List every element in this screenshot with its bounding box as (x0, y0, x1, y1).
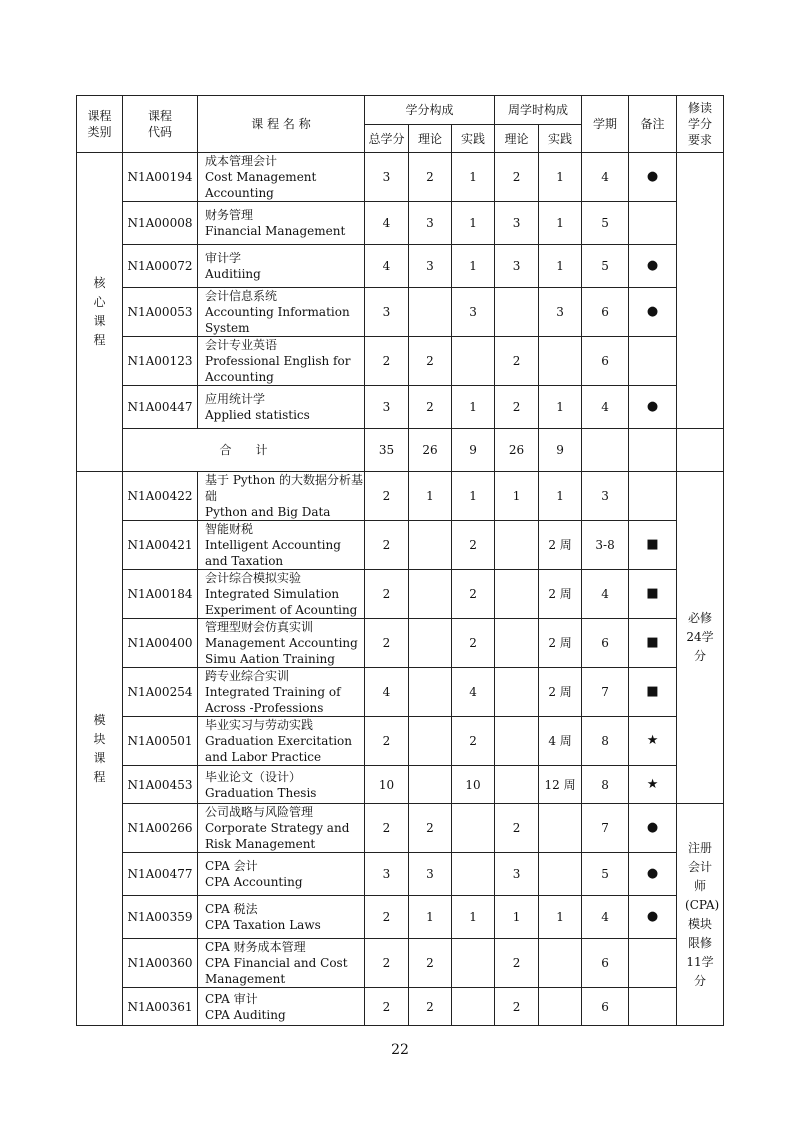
course-name-cell (198, 472, 365, 521)
header-total-credits: 总学分 (365, 125, 409, 153)
course-name-cn: CPA 会计 (205, 859, 258, 873)
cell-semester: 5 (582, 853, 629, 896)
cell-practice-h (539, 939, 582, 988)
table-row (77, 337, 724, 386)
cell-practice: 4 (452, 668, 495, 717)
table-row (77, 853, 724, 896)
header-semester: 学期 (582, 96, 629, 153)
cell-semester: 8 (582, 717, 629, 766)
cell-theory-h: 2 (495, 988, 539, 1026)
course-name-cn: 会计信息系统 (205, 289, 278, 303)
remark-symbol: ● (629, 288, 677, 337)
cell-practice-h (539, 853, 582, 896)
course-name-en: Python and Big Data (205, 505, 331, 519)
category-module (77, 472, 123, 1026)
subtotal-practice: 9 (452, 429, 495, 472)
cell-total: 2 (365, 804, 409, 853)
course-code: N1A00422 (123, 472, 198, 521)
cell-practice: 1 (452, 202, 495, 245)
cell-theory-h: 2 (495, 386, 539, 429)
curriculum-table (76, 95, 724, 1026)
course-name-en: CPA Auditing (205, 1007, 286, 1022)
cell-theory-h (495, 570, 539, 619)
cell-semester: 4 (582, 570, 629, 619)
course-code: N1A00072 (123, 245, 198, 288)
course-code: N1A00194 (123, 153, 198, 202)
course-name-en: Cost Management Accounting (205, 170, 317, 200)
course-name-en: Auditiing (205, 267, 261, 281)
cell-theory (409, 288, 452, 337)
remark-symbol: ★ (629, 717, 677, 766)
remark-symbol: ★ (629, 766, 677, 804)
cell-semester: 6 (582, 288, 629, 337)
requirement-core-empty (677, 153, 724, 429)
cell-semester: 3-8 (582, 521, 629, 570)
course-name-cn: 公司战略与风险管理 (205, 805, 314, 819)
cell-total: 3 (365, 288, 409, 337)
table-row (77, 202, 724, 245)
cell-total: 2 (365, 619, 409, 668)
table-row (77, 668, 724, 717)
cell-theory: 3 (409, 202, 452, 245)
cell-semester: 4 (582, 896, 629, 939)
course-name-cell (198, 804, 365, 853)
cell-practice: 10 (452, 766, 495, 804)
course-name-en: Management Accounting Simu Aation Training (205, 636, 358, 666)
cell-practice: 1 (452, 245, 495, 288)
course-name-cell (198, 521, 365, 570)
cell-practice: 2 (452, 570, 495, 619)
course-name-cn: 应用统计学 (205, 392, 266, 406)
cell-semester: 4 (582, 386, 629, 429)
subtotal-semester-empty (582, 429, 629, 472)
course-name-en: Integrated Training of Across -Professions (205, 685, 341, 715)
cell-semester: 7 (582, 804, 629, 853)
cell-practice-h: 2 周 (539, 521, 582, 570)
requirement-cpa (677, 804, 724, 1026)
course-code: N1A00477 (123, 853, 198, 896)
cell-practice: 2 (452, 521, 495, 570)
category-core (77, 153, 123, 472)
cell-theory-h (495, 288, 539, 337)
cell-practice (452, 988, 495, 1026)
cell-practice-h (539, 988, 582, 1026)
cell-theory-h (495, 717, 539, 766)
subtotal-row (77, 429, 724, 472)
course-name-cn: 智能财税 (205, 522, 254, 536)
subtotal-remark-empty (629, 429, 677, 472)
cell-practice-h: 3 (539, 288, 582, 337)
cell-practice: 2 (452, 717, 495, 766)
table-row (77, 288, 724, 337)
page-number: 22 (391, 1042, 409, 1058)
course-name-en: Intelligent Accounting and Taxation (205, 538, 341, 568)
remark-symbol (629, 988, 677, 1026)
course-name-cell (198, 153, 365, 202)
table-row (77, 939, 724, 988)
cell-theory: 2 (409, 939, 452, 988)
cell-theory-h (495, 766, 539, 804)
course-name-cn: 成本管理会计 (205, 154, 278, 168)
course-name-en: CPA Taxation Laws (205, 918, 321, 932)
cell-practice (452, 939, 495, 988)
subtotal-requirement-empty (677, 429, 724, 472)
course-name-cell (198, 988, 365, 1026)
course-name-cn: CPA 审计 (205, 991, 258, 1006)
cell-theory (409, 570, 452, 619)
course-code: N1A00421 (123, 521, 198, 570)
cell-practice (452, 337, 495, 386)
cell-total: 4 (365, 202, 409, 245)
cell-total: 4 (365, 245, 409, 288)
course-name-cn: 毕业实习与劳动实践 (205, 718, 314, 732)
table-row (77, 521, 724, 570)
cell-practice-h: 1 (539, 472, 582, 521)
cell-semester: 6 (582, 939, 629, 988)
cell-semester: 6 (582, 337, 629, 386)
cell-theory-h: 2 (495, 804, 539, 853)
course-name-cell (198, 337, 365, 386)
course-name-cell (198, 570, 365, 619)
cell-theory-h (495, 668, 539, 717)
cell-total: 2 (365, 939, 409, 988)
cell-semester: 4 (582, 153, 629, 202)
remark-symbol: ● (629, 896, 677, 939)
table-row (77, 717, 724, 766)
cell-semester: 5 (582, 245, 629, 288)
course-code: N1A00501 (123, 717, 198, 766)
cell-practice: 1 (452, 153, 495, 202)
table-row (77, 472, 724, 521)
cell-theory-h: 2 (495, 153, 539, 202)
course-code: N1A00361 (123, 988, 198, 1026)
course-name-cell (198, 202, 365, 245)
course-name-en: Applied statistics (205, 408, 310, 422)
table-row (77, 386, 724, 429)
remark-symbol: ● (629, 804, 677, 853)
remark-symbol: ● (629, 386, 677, 429)
subtotal-theory-h: 26 (495, 429, 539, 472)
header-remark: 备注 (629, 96, 677, 153)
cell-theory (409, 619, 452, 668)
table-row (77, 570, 724, 619)
subtotal-label: 合 计 (123, 429, 365, 472)
cell-total: 2 (365, 337, 409, 386)
table-row (77, 619, 724, 668)
course-name-cell (198, 619, 365, 668)
cell-practice-h (539, 804, 582, 853)
table-row (77, 766, 724, 804)
course-name-cell (198, 766, 365, 804)
course-name-cn: 审计学 (205, 251, 242, 265)
course-name-en: Professional English for Accounting (205, 354, 351, 384)
cell-theory: 3 (409, 853, 452, 896)
cell-practice (452, 853, 495, 896)
course-name-en: Integrated Simulation Experiment of Acounting (205, 587, 358, 617)
cell-practice (452, 804, 495, 853)
requirement-required-text: 必修24学分 (686, 611, 714, 663)
course-name-en: Corporate Strategy and Risk Management (205, 821, 350, 851)
cell-theory: 2 (409, 153, 452, 202)
table-body (77, 153, 724, 1026)
cell-practice-h (539, 337, 582, 386)
cell-practice: 1 (452, 472, 495, 521)
cell-theory-h: 3 (495, 853, 539, 896)
header-hours-group: 周学时构成 (495, 96, 582, 125)
cell-total: 2 (365, 717, 409, 766)
cell-semester: 6 (582, 988, 629, 1026)
header-credits-group: 学分构成 (365, 96, 495, 125)
course-name-cn: 财务管理 (205, 208, 254, 222)
cell-theory-h: 2 (495, 337, 539, 386)
cell-practice: 2 (452, 619, 495, 668)
cell-theory-h: 2 (495, 939, 539, 988)
cell-theory: 2 (409, 804, 452, 853)
cell-semester: 6 (582, 619, 629, 668)
cell-practice-h: 2 周 (539, 619, 582, 668)
cell-practice: 1 (452, 896, 495, 939)
cell-theory-h: 1 (495, 896, 539, 939)
header-theory: 理论 (409, 125, 452, 153)
course-name-cn: 管理型财会仿真实训 (205, 620, 314, 634)
course-code: N1A00447 (123, 386, 198, 429)
cell-theory-h (495, 521, 539, 570)
cell-total: 10 (365, 766, 409, 804)
cell-practice: 1 (452, 386, 495, 429)
course-name-cn: 会计专业英语 (205, 338, 278, 352)
cell-total: 3 (365, 153, 409, 202)
remark-symbol: ■ (629, 570, 677, 619)
course-code: N1A00053 (123, 288, 198, 337)
cell-total: 3 (365, 853, 409, 896)
remark-symbol: ● (629, 245, 677, 288)
cell-total: 2 (365, 521, 409, 570)
course-code: N1A00184 (123, 570, 198, 619)
course-name-cell (198, 245, 365, 288)
header-practice: 实践 (452, 125, 495, 153)
header-requirement: 修读学分要求 (677, 96, 724, 153)
course-name-en: Accounting Information System (205, 305, 350, 335)
cell-practice-h: 2 周 (539, 668, 582, 717)
requirement-cpa-text: 注册会计师(CPA)模块限修11学分 (685, 840, 720, 988)
course-name-en: CPA Financial and Cost Management (205, 956, 348, 986)
course-code: N1A00359 (123, 896, 198, 939)
cell-theory: 2 (409, 337, 452, 386)
course-name-cn: 跨专业综合实训 (205, 669, 290, 683)
cell-practice-h: 4 周 (539, 717, 582, 766)
cell-theory-h: 3 (495, 202, 539, 245)
cell-practice-h: 12 周 (539, 766, 582, 804)
course-name-cell (198, 288, 365, 337)
cell-theory (409, 766, 452, 804)
cell-theory (409, 521, 452, 570)
cell-total: 2 (365, 896, 409, 939)
course-code: N1A00360 (123, 939, 198, 988)
cell-total: 2 (365, 570, 409, 619)
header-practice-hours: 实践 (539, 125, 582, 153)
course-code: N1A00400 (123, 619, 198, 668)
remark-symbol: ■ (629, 668, 677, 717)
course-code: N1A00123 (123, 337, 198, 386)
cell-theory: 1 (409, 472, 452, 521)
header-category: 课程类别 (77, 96, 123, 153)
category-module-text: 模块课程 (93, 712, 106, 784)
cell-total: 4 (365, 668, 409, 717)
cell-semester: 7 (582, 668, 629, 717)
course-code: N1A00266 (123, 804, 198, 853)
cell-theory: 1 (409, 896, 452, 939)
remark-symbol (629, 472, 677, 521)
course-name-en: Graduation Thesis (205, 785, 317, 800)
cell-theory-h: 3 (495, 245, 539, 288)
course-name-cell (198, 668, 365, 717)
course-name-cell (198, 853, 365, 896)
course-name-cn: 会计综合模拟实验 (205, 571, 302, 585)
subtotal-total: 35 (365, 429, 409, 472)
category-core-text: 核心课程 (93, 276, 106, 347)
cell-semester: 8 (582, 766, 629, 804)
course-name-cn: 基于 Python 的大数据分析基础 (205, 473, 363, 503)
cell-semester: 3 (582, 472, 629, 521)
course-name-en: Graduation Exercitation and Labor Practice (205, 734, 352, 764)
remark-symbol: ■ (629, 619, 677, 668)
course-name-cn: 毕业论文（设计） (205, 769, 302, 784)
remark-symbol (629, 939, 677, 988)
remark-symbol (629, 202, 677, 245)
cell-practice-h: 1 (539, 202, 582, 245)
cell-semester: 5 (582, 202, 629, 245)
course-name-cell (198, 896, 365, 939)
course-name-cell (198, 717, 365, 766)
cell-practice: 3 (452, 288, 495, 337)
table-row (77, 245, 724, 288)
table-row (77, 988, 724, 1026)
course-code: N1A00254 (123, 668, 198, 717)
course-name-cell (198, 939, 365, 988)
cell-total: 3 (365, 386, 409, 429)
remark-symbol: ● (629, 853, 677, 896)
cell-theory (409, 717, 452, 766)
cell-theory: 3 (409, 245, 452, 288)
cell-total: 2 (365, 472, 409, 521)
cell-theory-h (495, 619, 539, 668)
subtotal-practice-h: 9 (539, 429, 582, 472)
remark-symbol (629, 337, 677, 386)
cell-theory-h: 1 (495, 472, 539, 521)
table-row (77, 896, 724, 939)
header-code: 课程代码 (123, 96, 198, 153)
course-name-cell (198, 386, 365, 429)
cell-theory (409, 668, 452, 717)
cell-theory: 2 (409, 386, 452, 429)
course-name-en: CPA Accounting (205, 875, 303, 889)
course-code: N1A00008 (123, 202, 198, 245)
remark-symbol: ■ (629, 521, 677, 570)
cell-practice-h: 2 周 (539, 570, 582, 619)
cell-practice-h: 1 (539, 153, 582, 202)
table-row (77, 153, 724, 202)
course-name-cn: CPA 税法 (205, 902, 258, 916)
course-name-en: Financial Management (205, 224, 346, 238)
course-name-cn: CPA 财务成本管理 (205, 940, 306, 954)
subtotal-theory: 26 (409, 429, 452, 472)
header-theory-hours: 理论 (495, 125, 539, 153)
remark-symbol: ● (629, 153, 677, 202)
cell-total: 2 (365, 988, 409, 1026)
cell-practice-h: 1 (539, 896, 582, 939)
header-name: 课 程 名 称 (198, 96, 365, 153)
requirement-required (677, 472, 724, 804)
cell-practice-h: 1 (539, 386, 582, 429)
cell-practice-h: 1 (539, 245, 582, 288)
course-code: N1A00453 (123, 766, 198, 804)
table-row (77, 804, 724, 853)
cell-theory: 2 (409, 988, 452, 1026)
